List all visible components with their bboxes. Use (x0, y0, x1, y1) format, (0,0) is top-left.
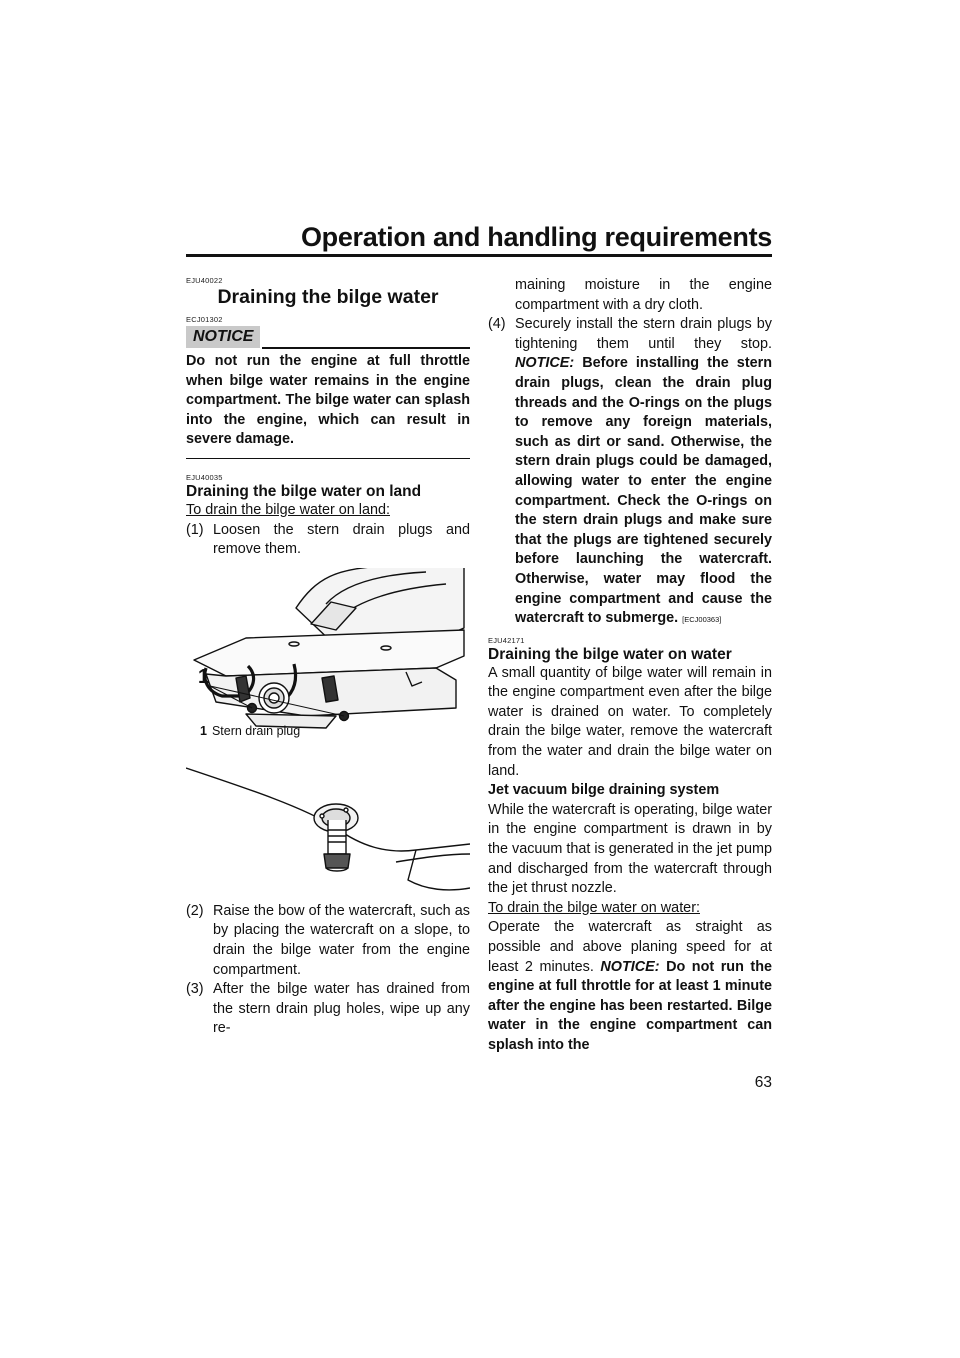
subsection-title: Draining the bilge water on water (488, 645, 732, 663)
inline-notice-text: Do not run the engine at full throttle for at least 1 minute after the engine has been restarted. Bilge water in the engine compartment can splash into the (488, 958, 772, 1053)
drain-plug-illustration (186, 758, 470, 896)
step-number: (1) (186, 521, 204, 538)
notice-text: Do not run the engine at full throttle when bilge water remains in the engine compartment. The bilge water can splash into the engine, which can result in severe damage. (186, 352, 470, 459)
figure-caption (200, 722, 300, 742)
step-number: (2) (186, 902, 204, 919)
section-title: Draining the bilge water (217, 286, 439, 308)
left-column (186, 276, 470, 1039)
step-text: Raise the bow of the watercraft, such as by placing the watercraft on a slope, to drain the bilge water from the engine compartment. (213, 902, 470, 978)
figure-callout-1: 1 (198, 665, 210, 688)
section-code: EJU40022 (186, 276, 223, 285)
step-4 (488, 315, 772, 630)
caption-number: 1 (200, 723, 207, 738)
step-text: After the bilge water has drained from the stern drain plug holes, wipe up any re- (213, 981, 470, 1037)
notice-code: ECJ01302 (186, 315, 223, 324)
step-text: Securely install the stern drain plugs by tightening them until they stop. NOTICE: Before installing the stern drain plugs, clean the drain plug threads and the O-rings on the plugs to remove any foreign materials, such as dirt or sand. Otherwise, the stern drain plugs could be damaged, allowing water to enter the engine compartment. Check the O-rings on the stern drain plugs and make sure that the plugs are tightened securely before launching the watercraft. Otherwise, water may flood the engine compartment and cause the watercraft to submerge. [ECJ00363] (515, 316, 772, 627)
step-text: Loosen the stern drain plugs and remove them. (213, 521, 470, 558)
notice-rule (262, 347, 470, 349)
subsection-title: Draining the bilge water on land (186, 482, 422, 500)
paragraph-1: A small quantity of bilge water will remain in the engine compartment even after the bilge water is drained on water. To completely drain the bilge water, remove the watercraft from the water and drain the bilge water on land. (488, 664, 772, 779)
paragraph-3: Operate the watercraft as straight as possible and above planing speed for at least 2 minutes. NOTICE: Do not run the engine at full throttle for at least 1 minute after the engine has been restarted. Bilge water in the engine compartment can splash into the (488, 919, 772, 1053)
step-2 (186, 902, 470, 980)
page-number: 63 (754, 1074, 772, 1091)
subsection-code: EJU40035 (186, 472, 223, 482)
inline-notice-text: Before installing the stern drain plugs, clean the drain plug threads and the O-rings on the plugs to remove any foreign materials, such as dirt or sand. Otherwise, the stern drain plugs could be damaged, allowing water to enter the engine compartment. Check the O-rings on the stern drain plugs and make sure that the plugs are tightened securely before launching the watercraft. Otherwise, water may flood the engine compartment and cause the watercraft to submerge. (515, 355, 772, 627)
notice-header (186, 326, 470, 348)
step-3 (186, 980, 470, 1039)
procedure-intro: To drain the bilge water on water: (488, 899, 700, 916)
inline-notice-label: NOTICE: (600, 958, 660, 975)
caption-text: Stern drain plug (211, 723, 301, 738)
header-rule (186, 254, 772, 257)
reference-code: [ECJ00363] (682, 615, 722, 625)
page-title: Operation and handling requirements (300, 222, 772, 252)
figure-drain-plug-detail (186, 758, 470, 896)
step-1 (186, 521, 470, 560)
right-column (488, 276, 772, 1056)
step-3-continued (488, 276, 772, 315)
inline-notice-label: NOTICE: (515, 355, 575, 372)
paragraph-2: While the watercraft is operating, bilge water in the engine compartment is drawn in by the vacuum that is generated in the jet pump and discharged from the watercraft through the jet thrust nozzle. (488, 801, 772, 897)
step-text: maining moisture in the engine compartment with a dry cloth. (515, 277, 772, 313)
jet-vacuum-heading: Jet vacuum bilge draining system (488, 782, 720, 799)
procedure-intro: To drain the bilge water on land: (186, 501, 390, 518)
step-number: (3) (186, 981, 204, 998)
figure-stern-drain-plugs (186, 568, 470, 746)
subsection-code: EJU42171 (488, 635, 525, 645)
notice-badge: NOTICE (186, 326, 260, 348)
step-number: (4) (488, 316, 506, 333)
watercraft-rear-illustration (186, 568, 470, 746)
